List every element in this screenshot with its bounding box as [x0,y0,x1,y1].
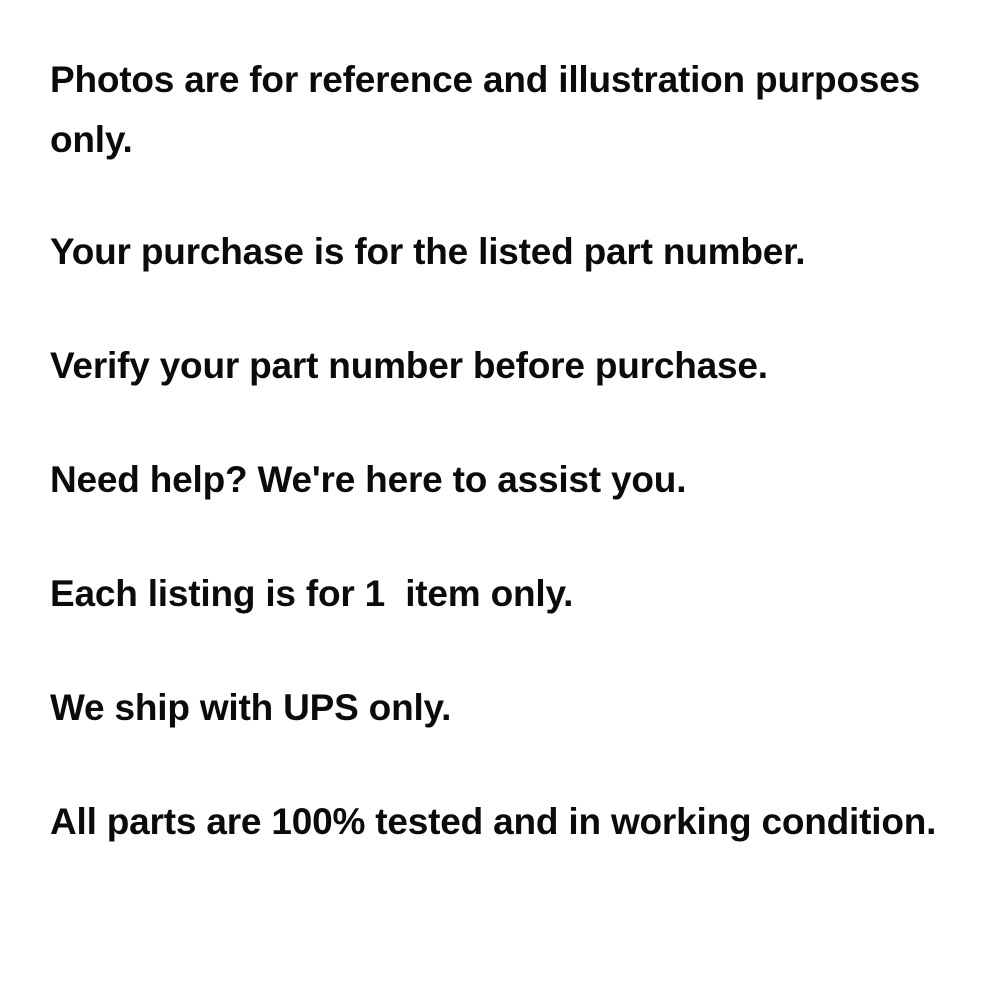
notice-line-one-item-only: Each listing is for 1 item only. [50,572,574,614]
notice-line-listed-part-number: Your purchase is for the listed part number. [50,230,806,272]
notice-line-photos-reference: Photos are for reference and illustration purposes only. [50,59,931,160]
notice-line-verify-part-number: Verify your part number before purchase. [50,344,768,386]
notice-line-tested-working: All parts are 100% tested and in working condition. [50,800,937,842]
notice-line-need-help: Need help? We're here to assist you. [50,458,687,500]
notice-line-ups-shipping: We ship with UPS only. [50,686,452,728]
